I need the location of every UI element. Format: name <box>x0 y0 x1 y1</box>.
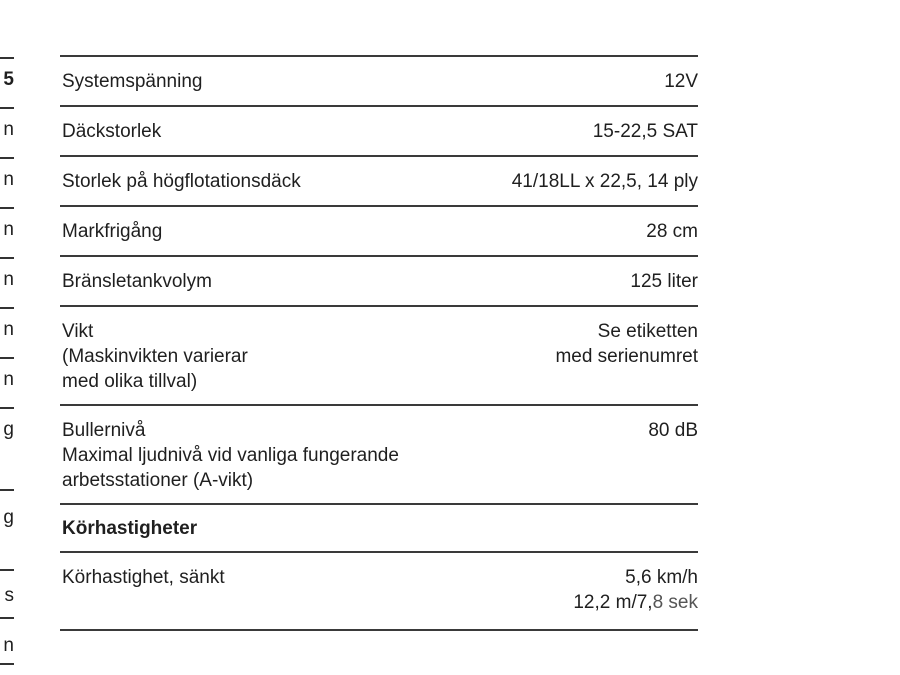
row-fuel-tank <box>60 257 698 307</box>
strip-rule <box>0 57 14 59</box>
strip-rule <box>0 569 14 571</box>
strip-char: 5 <box>3 69 14 90</box>
weight-label: Vikt <box>62 321 94 342</box>
noise-desc-line-2: arbetsstationer (A-vikt) <box>62 470 254 491</box>
speed-lowered-value-block <box>573 565 698 615</box>
tire-size-label: Däckstorlek <box>62 121 162 142</box>
row-driving-speeds-heading <box>60 505 698 553</box>
strip-char: s <box>4 585 14 606</box>
speed-lowered-value-2-faded: 8 sek <box>652 592 698 613</box>
tire-size-value: 15-22,5 SAT <box>592 121 698 142</box>
ground-clearance-label: Markfrigång <box>62 221 163 242</box>
noise-level-value: 80 dB <box>648 420 698 441</box>
strip-char: n <box>3 219 14 240</box>
flotation-tire-label: Storlek på högflotationsdäck <box>62 171 301 192</box>
row-flotation-tire <box>60 157 698 207</box>
row-ground-clearance <box>60 207 698 257</box>
strip-rule <box>0 617 14 619</box>
weight-note-line-2: med olika tillval) <box>62 371 198 392</box>
strip-char: n <box>3 269 14 290</box>
row-system-voltage <box>60 57 698 107</box>
flotation-tire-value: 41/18LL x 22,5, 14 ply <box>511 171 698 192</box>
speed-lowered-value-1: 5,6 km/h <box>625 567 698 588</box>
strip-rule <box>0 107 14 109</box>
speed-lowered-value-2 <box>573 590 698 615</box>
strip-rule <box>0 489 14 491</box>
strip-char: g <box>3 507 14 528</box>
strip-char: n <box>3 169 14 190</box>
strip-char: n <box>3 319 14 340</box>
weight-note-line-1: (Maskinvikten varierar <box>62 346 248 367</box>
strip-rule <box>0 357 14 359</box>
strip-rule <box>0 157 14 159</box>
speed-lowered-label: Körhastighet, sänkt <box>62 567 225 588</box>
noise-desc-line-1: Maximal ljudnivå vid vanliga fungerande <box>62 445 399 466</box>
strip-rule <box>0 663 14 665</box>
weight-value-block <box>555 319 698 369</box>
fuel-tank-label: Bränsletankvolym <box>62 271 212 292</box>
strip-char: n <box>3 369 14 390</box>
weight-value-line-1: Se etiketten <box>597 321 698 342</box>
strip-rule <box>0 307 14 309</box>
weight-label-block <box>62 319 248 394</box>
ground-clearance-value: 28 cm <box>646 221 698 242</box>
strip-rule <box>0 207 14 209</box>
system-voltage-value: 12V <box>664 71 698 92</box>
strip-rule <box>0 407 14 409</box>
specifications-table <box>60 55 698 631</box>
row-tire-size <box>60 107 698 157</box>
speed-lowered-value-2-main: 12,2 m/7, <box>573 592 653 613</box>
noise-level-label: Bullernivå <box>62 420 146 441</box>
row-weight <box>60 307 698 406</box>
strip-char: n <box>3 635 14 656</box>
weight-value-line-2: med serienumret <box>555 346 698 367</box>
strip-rule <box>0 257 14 259</box>
row-speed-lowered <box>60 553 698 631</box>
driving-speeds-heading: Körhastigheter <box>62 518 198 539</box>
system-voltage-label: Systemspänning <box>62 71 203 92</box>
fuel-tank-value: 125 liter <box>630 271 698 292</box>
row-noise-level <box>60 406 698 505</box>
strip-char: g <box>3 419 14 440</box>
strip-char: n <box>3 119 14 140</box>
